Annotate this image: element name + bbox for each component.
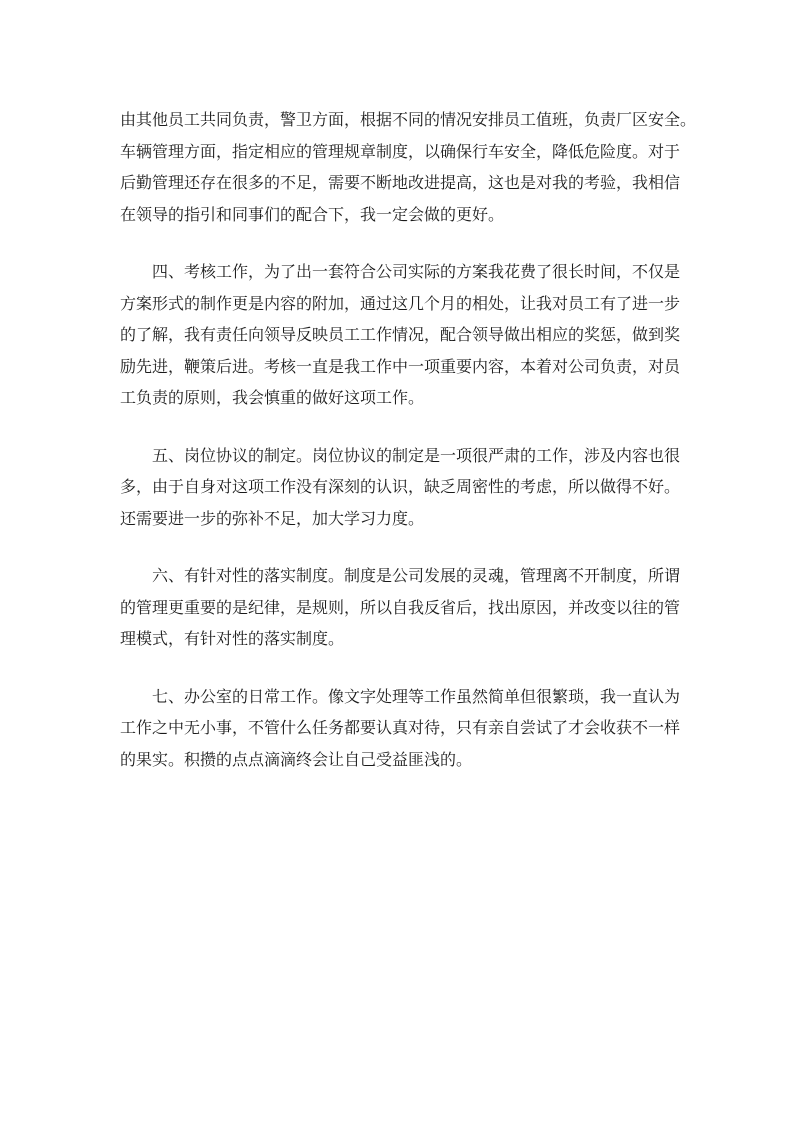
paragraph-logistics bbox=[120, 104, 697, 230]
text-line: 后勤管理还存在很多的不足，需要不断地改进提高，这也是对我的考验，我相信 bbox=[120, 173, 681, 192]
paragraph-office-work bbox=[120, 681, 680, 776]
text-line: 车辆管理方面，指定相应的管理规章制度，以确保行车安全，降低危险度。对于 bbox=[120, 141, 681, 161]
text-line: 多，由于自身对这项工作没有深刻的认识，缺乏周密性的考虑，所以做得不好。 bbox=[120, 477, 681, 496]
document-body bbox=[120, 104, 697, 801]
text-line: 七、办公室的日常工作。像文字处理等工作虽然简单但很繁琐，我一直认为 bbox=[120, 686, 681, 706]
text-line: 励先进，鞭策后进。考核一直是我工作中一项重要内容，本着对公司负责，对员 bbox=[120, 356, 681, 376]
text-line: 四、考核工作，为了出一套符合公司实际的方案我花费了很长时间，不仅是 bbox=[120, 262, 681, 281]
text-line: 工负责的原则，我会慎重的做好这项工作。 bbox=[120, 388, 425, 407]
paragraph-assessment bbox=[120, 256, 680, 414]
text-line: 五、岗位协议的制定。岗位协议的制定是一项很严肃的工作，涉及内容也很 bbox=[120, 445, 681, 465]
text-line: 六、有针对性的落实制度。制度是公司发展的灵魂，管理离不开制度，所谓 bbox=[120, 566, 681, 585]
text-line: 方案形式的制作更是内容的附加，通过这几个月的相处，让我对员工有了进一步 bbox=[120, 293, 681, 313]
paragraph-system-implementation bbox=[120, 560, 680, 655]
text-line: 理模式，有针对性的落实制度。 bbox=[120, 629, 345, 648]
text-line: 还需要进一步的弥补不足，加大学习力度。 bbox=[120, 508, 425, 528]
text-line: 工作之中无小事，不管什么任务都要认真对待，只有亲自尝试了才会收获不一样 bbox=[120, 718, 681, 737]
paragraph-job-agreement bbox=[120, 440, 680, 535]
text-line: 在领导的指引和同事们的配合下，我一定会做的更好。 bbox=[120, 204, 505, 224]
text-line: 的果实。积攒的点点滴滴终会让自己受益匪浅的。 bbox=[120, 749, 473, 769]
text-line: 由其他员工共同负责，警卫方面，根据不同的情况安排员工值班，负责厂区安全。 bbox=[120, 110, 697, 129]
text-line: 的管理更重要的是纪律，是规则，所以自我反省后，找出原因，并改变以往的管 bbox=[120, 597, 681, 617]
text-line: 的了解，我有责任向领导反映员工工作情况，配合领导做出相应的奖惩，做到奖 bbox=[120, 325, 681, 344]
